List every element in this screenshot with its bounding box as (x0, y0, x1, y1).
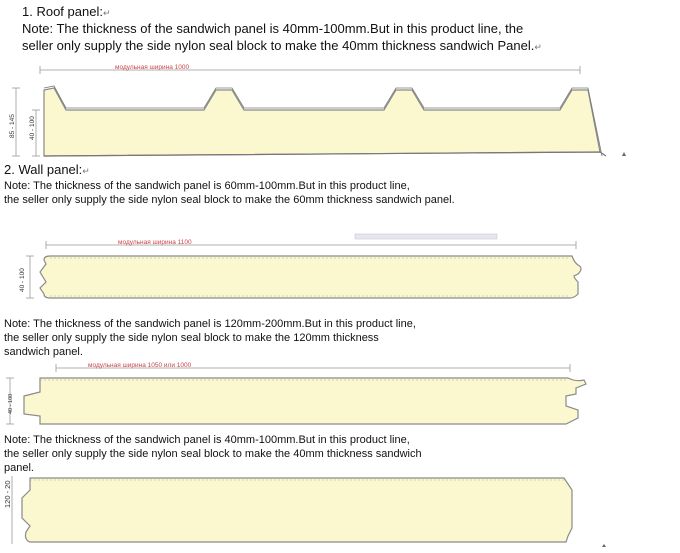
wall3-note-line1: Note: The thickness of the sandwich panel is 40mm-100mm.But in this product line, (4, 434, 410, 446)
roof-width-label: модульная ширина 1000 (115, 64, 190, 71)
wall3-panel-core (22, 478, 572, 542)
wall2-width-label: модульная ширина 1050 или 1000 (88, 362, 192, 369)
wall-panel-heading: 2. Wall panel:↵ (4, 162, 90, 177)
wall2-note-line2: the seller only supply the side nylon seal block to make the 120mm thickness (4, 332, 379, 344)
wall2-panel-drawing (0, 358, 600, 430)
return-mark: ↵ (534, 42, 542, 52)
scrollbar-decoration (355, 234, 497, 239)
roof-height-outer-label: 85 - 145 (9, 114, 16, 138)
wall1-note-line2: the seller only supply the side nylon seal block to make the 60mm thickness sandwich panel. (4, 194, 455, 206)
roof-height-inner-label: 40 - 100 (29, 116, 36, 140)
return-mark: ↵ (82, 166, 90, 176)
small-arrow-icon (602, 544, 606, 547)
wall1-panel-core (40, 256, 581, 298)
wall3-note-line3: panel. (4, 462, 34, 474)
roof-panel-heading: 1. Roof panel:↵ (22, 4, 111, 19)
roof-note-line1: Note: The thickness of the sandwich panel is 40mm-100mm.But in this product line, the (22, 21, 524, 36)
wall3-note-line2: the seller only supply the side nylon seal block to make the 40mm thickness sandwich (4, 448, 422, 460)
roof-panel-drawing (0, 60, 640, 164)
small-arrow-icon (622, 152, 626, 156)
wall1-width-label: модульная ширина 1100 (118, 239, 192, 246)
wall1-note-line1: Note: The thickness of the sandwich panel is 60mm-100mm.But in this product line, (4, 180, 410, 192)
roof-panel-core (44, 88, 600, 156)
wall2-note-line1: Note: The thickness of the sandwich panel is 120mm-200mm.But in this product line, (4, 318, 416, 330)
wall2-panel-core (24, 378, 586, 424)
wall1-height-label: 40 - 100 (19, 268, 26, 292)
wall2-height-label: 40 - 100 (8, 393, 14, 414)
wall3-height-label: 120 - 20 (3, 480, 12, 508)
wall3-panel-drawing (0, 472, 620, 550)
return-mark: ↵ (102, 8, 111, 18)
wall2-note-line3: sandwich panel. (4, 346, 83, 358)
wall1-panel-drawing (0, 232, 600, 304)
roof-note-line2: seller only supply the side nylon seal block to make the 40mm thickness sandwich Panel.↵ (22, 38, 542, 53)
